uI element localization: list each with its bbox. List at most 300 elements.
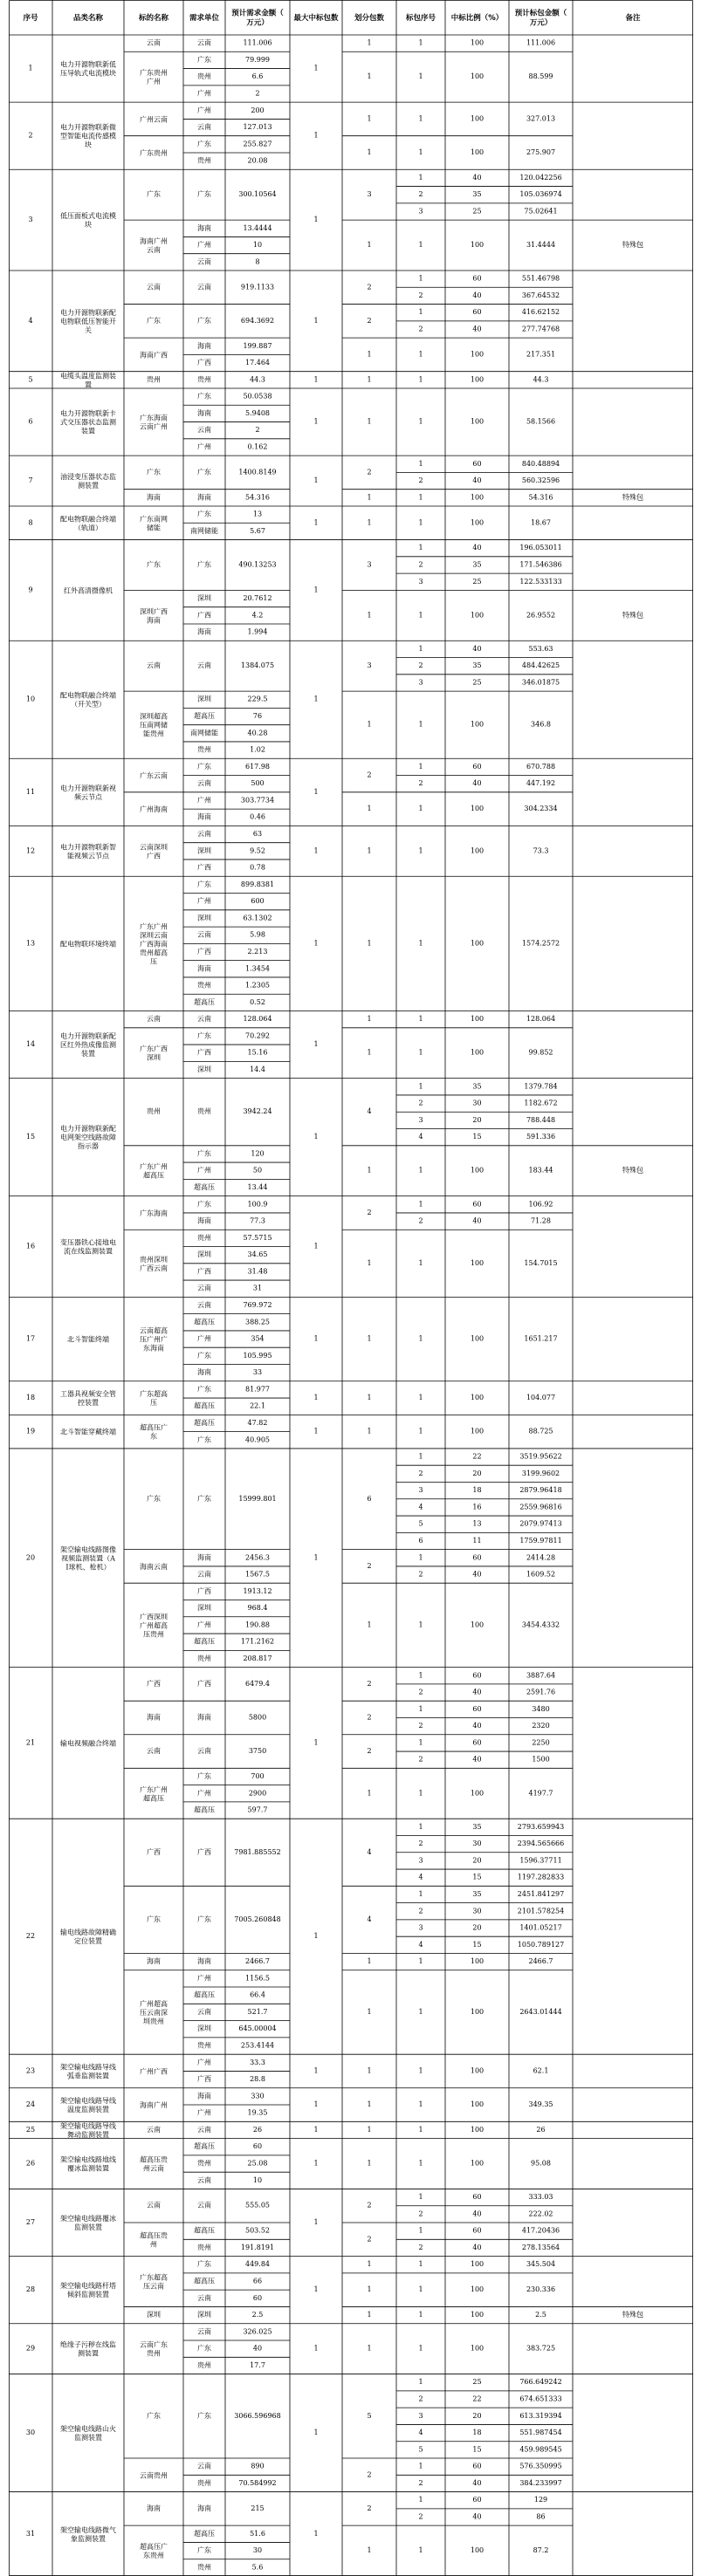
bid-target: 海南广州 xyxy=(140,2101,168,2110)
estimated-demand: 31.48 xyxy=(247,1267,268,1276)
demand-unit: 云南 xyxy=(197,779,211,788)
demand-unit: 超高压 xyxy=(194,1183,215,1192)
award-ratio: 30 xyxy=(472,1099,482,1107)
product-name: 变压器铁心接地电流在线监测装置 xyxy=(60,1238,116,1256)
package-amount: 384.233997 xyxy=(519,2478,562,2487)
estimated-demand: 34.65 xyxy=(247,1250,268,1259)
demand-unit: 超高压 xyxy=(194,1637,215,1646)
package-count: 2 xyxy=(367,1561,372,1570)
demand-unit: 深圳 xyxy=(197,2311,211,2319)
package-no: 3 xyxy=(418,678,423,687)
estimated-demand: 617.98 xyxy=(245,762,270,771)
award-ratio: 100 xyxy=(470,1166,485,1175)
estimated-demand: 253.4144 xyxy=(240,2041,275,2050)
demand-unit: 广西 xyxy=(197,863,211,872)
demand-unit: 广东 xyxy=(197,762,211,771)
item-number: 11 xyxy=(25,787,36,796)
package-no: 1 xyxy=(418,2285,423,2294)
package-no: 2 xyxy=(418,476,423,485)
bid-target: 海南 xyxy=(147,1713,161,1722)
package-amount: 349.35 xyxy=(528,2100,553,2109)
package-no: 1 xyxy=(418,1957,423,1966)
estimated-demand: 600 xyxy=(251,897,265,906)
column-header: 品类名称 xyxy=(72,14,104,23)
package-no: 3 xyxy=(418,1856,423,1865)
max-award: 1 xyxy=(313,417,319,426)
package-amount: 788.448 xyxy=(526,1115,556,1124)
estimated-demand: 330 xyxy=(251,2092,265,2100)
item-number: 13 xyxy=(25,939,36,948)
demand-unit: 海南 xyxy=(197,1368,211,1377)
package-no: 2 xyxy=(418,190,423,199)
package-amount: 171.546386 xyxy=(519,560,562,569)
award-ratio: 40 xyxy=(472,779,482,788)
package-no: 5 xyxy=(418,2445,423,2454)
demand-unit: 广州 xyxy=(197,106,211,114)
estimated-demand: 76 xyxy=(252,712,263,721)
demand-unit: 广州 xyxy=(197,1620,211,1629)
item-number: 10 xyxy=(25,695,36,703)
package-count: 2 xyxy=(367,2201,372,2209)
demand-unit: 广东 xyxy=(197,1200,211,1209)
award-ratio: 35 xyxy=(472,661,482,670)
estimated-demand: 100.9 xyxy=(247,1200,268,1209)
max-award: 1 xyxy=(313,1427,319,1435)
remark: 特殊包 xyxy=(622,493,643,502)
package-no: 1 xyxy=(418,1082,423,1091)
package-no: 1 xyxy=(418,2344,423,2353)
bid-target: 云南超高压广州广东海南 xyxy=(140,1326,168,1353)
package-count: 4 xyxy=(367,1107,372,1116)
demand-unit: 广西 xyxy=(197,2075,211,2084)
bid-target: 广州海南 xyxy=(140,805,168,814)
package-count: 1 xyxy=(367,1258,372,1267)
estimated-demand: 70.292 xyxy=(245,1031,270,1040)
bid-target: 广东贵州 xyxy=(140,148,168,157)
award-ratio: 30 xyxy=(472,1840,482,1848)
award-ratio: 100 xyxy=(470,147,485,156)
award-ratio: 40 xyxy=(472,2478,482,2487)
bid-target: 广东 xyxy=(147,190,161,199)
estimated-demand: 31 xyxy=(252,1284,263,1292)
demand-unit: 云南 xyxy=(197,283,211,291)
award-ratio: 40 xyxy=(472,291,482,299)
package-amount: 3199.9602 xyxy=(521,1469,560,1477)
demand-unit: 广东 xyxy=(197,316,211,325)
column-header: 预计标包金额（万元） xyxy=(514,9,567,28)
demand-unit: 广西 xyxy=(197,1847,211,1856)
max-award: 1 xyxy=(313,846,319,855)
award-ratio: 35 xyxy=(472,190,482,199)
demand-unit: 深圳 xyxy=(197,594,211,603)
estimated-demand: 120 xyxy=(251,1149,265,1158)
package-count: 1 xyxy=(367,375,372,384)
award-ratio: 11 xyxy=(472,1536,482,1545)
award-ratio: 25 xyxy=(472,678,482,687)
max-award: 1 xyxy=(313,1242,319,1250)
package-count: 1 xyxy=(367,939,372,948)
package-amount: 2591.76 xyxy=(526,1688,556,1696)
demand-unit: 广东 xyxy=(197,560,211,569)
item-number: 6 xyxy=(28,417,33,426)
demand-unit: 广西 xyxy=(197,611,211,620)
package-no: 1 xyxy=(418,805,423,813)
package-no: 1 xyxy=(418,2125,423,2134)
package-amount: 128.064 xyxy=(526,1015,556,1024)
package-amount: 613.319394 xyxy=(519,2411,562,2420)
award-ratio: 100 xyxy=(470,114,485,123)
product-name: 北斗智能穿戴终端 xyxy=(60,1428,116,1436)
product-name: 配电物联融合终端（轨道） xyxy=(60,515,116,532)
award-ratio: 13 xyxy=(472,1519,482,1528)
demand-unit: 广州 xyxy=(197,796,211,805)
product-name: 电力开源物联新低压导轨式电流模块 xyxy=(60,60,116,78)
package-amount: 840.48894 xyxy=(521,459,560,468)
estimated-demand: 1384.075 xyxy=(240,661,275,670)
package-no: 3 xyxy=(418,207,423,216)
award-ratio: 100 xyxy=(470,1015,485,1024)
estimated-demand: 303.7734 xyxy=(240,796,275,805)
estimated-demand: 1.2305 xyxy=(245,981,270,990)
bid-target: 贵州深圳广西云南 xyxy=(140,1255,168,1272)
estimated-demand: 919.1133 xyxy=(240,283,275,291)
package-no: 4 xyxy=(418,1133,423,1141)
estimated-demand: 0.46 xyxy=(250,812,265,821)
estimated-demand: 769.972 xyxy=(243,1301,272,1309)
demand-unit: 深圳 xyxy=(197,1604,211,1613)
package-no: 1 xyxy=(418,762,423,771)
demand-unit: 海南 xyxy=(197,223,211,232)
award-ratio: 60 xyxy=(472,1704,482,1713)
estimated-demand: 25.08 xyxy=(247,2159,268,2168)
estimated-demand: 1567.5 xyxy=(245,1570,270,1579)
bid-target: 广东 xyxy=(147,1915,161,1923)
award-ratio: 25 xyxy=(472,577,482,586)
estimated-demand: 57.5715 xyxy=(243,1233,272,1242)
bid-target: 海南 xyxy=(147,493,161,502)
product-name: 架空输电线路地线覆冰监测装置 xyxy=(60,2155,116,2173)
package-count: 1 xyxy=(367,1334,372,1343)
package-amount: 222.02 xyxy=(528,2209,553,2218)
package-amount: 105.036974 xyxy=(519,190,562,199)
estimated-demand: 6479.4 xyxy=(245,1679,270,1688)
package-no: 2 xyxy=(418,1688,423,1696)
estimated-demand: 63.1302 xyxy=(243,914,272,922)
award-ratio: 100 xyxy=(470,1048,485,1057)
column-header: 标的名称 xyxy=(138,14,169,23)
estimated-demand: 13.4444 xyxy=(243,223,272,232)
package-amount: 1596.37711 xyxy=(519,1856,562,1865)
bid-target: 超高压广东 xyxy=(140,1423,168,1441)
product-name: 电缆头温度监测装置 xyxy=(60,372,116,389)
package-amount: 88.599 xyxy=(528,72,553,81)
bid-target: 海南广州云南 xyxy=(140,237,168,255)
bid-target: 广西深圳广州超高压贵州 xyxy=(140,1613,168,1639)
estimated-demand: 215 xyxy=(251,2504,265,2512)
package-count: 2 xyxy=(367,468,372,476)
package-amount: 346.01875 xyxy=(521,678,560,687)
bid-target: 广东 xyxy=(147,560,161,569)
demand-unit: 广东 xyxy=(197,190,211,199)
estimated-demand: 66.4 xyxy=(250,1990,265,1999)
demand-unit: 南网储能 xyxy=(190,526,218,535)
package-amount: 591.336 xyxy=(526,1133,556,1141)
package-amount: 129 xyxy=(533,2496,548,2504)
product-name: 电力开源物联新卡式交压器状态监测装置 xyxy=(60,409,116,435)
bid-target: 贵州 xyxy=(147,375,161,384)
package-no: 1 xyxy=(418,2462,423,2470)
package-no: 6 xyxy=(418,1536,423,1545)
estimated-demand: 521.7 xyxy=(247,2007,268,2016)
package-amount: 551.46798 xyxy=(521,274,560,283)
demand-unit: 贵州 xyxy=(197,2478,211,2487)
item-number: 3 xyxy=(28,216,33,224)
package-count: 1 xyxy=(367,2344,372,2353)
max-award: 1 xyxy=(313,2100,319,2109)
estimated-demand: 70.584992 xyxy=(238,2478,277,2487)
award-ratio: 100 xyxy=(470,2066,485,2075)
item-number: 2 xyxy=(28,131,33,140)
package-amount: 31.4444 xyxy=(526,241,556,250)
max-award: 1 xyxy=(313,1932,319,1941)
estimated-demand: 0.162 xyxy=(247,442,268,451)
demand-unit: 广州 xyxy=(197,89,211,98)
package-amount: 1401.05217 xyxy=(519,1923,562,1932)
package-amount: 2250 xyxy=(532,1738,550,1747)
bid-target: 广东超高压 xyxy=(140,1390,168,1408)
award-ratio: 100 xyxy=(470,2007,485,2016)
estimated-demand: 1.02 xyxy=(250,745,265,754)
package-amount: 674.651333 xyxy=(519,2394,562,2403)
estimated-demand: 200 xyxy=(251,106,265,114)
column-header: 序号 xyxy=(23,14,38,23)
package-count: 2 xyxy=(367,771,372,779)
package-no: 1 xyxy=(418,1334,423,1343)
demand-unit: 广西 xyxy=(197,359,211,367)
package-count: 2 xyxy=(367,1713,372,1722)
package-amount: 73.3 xyxy=(533,846,549,855)
package-no: 4 xyxy=(418,2429,423,2437)
estimated-demand: 490.13253 xyxy=(238,560,277,569)
demand-unit: 超高压 xyxy=(194,2529,215,2538)
package-amount: 670.788 xyxy=(526,762,556,771)
bid-target: 超高压贵州云南 xyxy=(140,2155,168,2173)
package-count: 1 xyxy=(367,1957,372,1966)
demand-unit: 广州 xyxy=(197,241,211,250)
award-ratio: 100 xyxy=(470,2344,485,2353)
estimated-demand: 326.025 xyxy=(243,2327,272,2336)
package-count: 1 xyxy=(367,2066,372,2075)
package-no: 3 xyxy=(418,2411,423,2420)
package-amount: 1609.52 xyxy=(526,1570,556,1579)
column-header: 标包序号 xyxy=(405,14,436,23)
product-name: 架空输电线路山火监测装置 xyxy=(60,2425,116,2442)
estimated-demand: 229.5 xyxy=(247,695,268,703)
demand-unit: 贵州 xyxy=(197,2041,211,2050)
package-amount: 2079.97413 xyxy=(519,1519,562,1528)
package-amount: 88.725 xyxy=(528,1427,553,1435)
demand-unit: 广东 xyxy=(197,1385,211,1394)
package-amount: 44.3 xyxy=(533,375,549,384)
demand-unit: 云南 xyxy=(197,661,211,670)
demand-unit: 云南 xyxy=(197,2201,211,2209)
demand-unit: 云南 xyxy=(197,2125,211,2134)
demand-unit: 海南 xyxy=(197,493,211,502)
demand-unit: 云南 xyxy=(197,1570,211,1579)
demand-unit: 云南 xyxy=(197,1015,211,1024)
demand-unit: 贵州 xyxy=(197,72,211,81)
award-ratio: 35 xyxy=(472,1822,482,1831)
bid-target: 深圳广西海南 xyxy=(140,607,168,625)
estimated-demand: 968.4 xyxy=(247,1604,268,1613)
demand-unit: 广东 xyxy=(197,1494,211,1503)
package-no: 1 xyxy=(418,1671,423,1680)
package-no: 1 xyxy=(418,1258,423,1267)
package-no: 1 xyxy=(418,2066,423,2075)
package-count: 3 xyxy=(367,661,372,670)
package-no: 1 xyxy=(418,544,423,552)
award-ratio: 20 xyxy=(472,1856,482,1865)
package-count: 2 xyxy=(367,2504,372,2512)
estimated-demand: 555.05 xyxy=(245,2201,270,2209)
package-no: 2 xyxy=(418,1755,423,1764)
package-count: 1 xyxy=(367,114,372,123)
demand-unit: 超高压 xyxy=(194,712,215,721)
package-amount: 447.192 xyxy=(526,779,556,788)
estimated-demand: 63 xyxy=(252,830,263,839)
estimated-demand: 645.00004 xyxy=(238,2024,277,2033)
bid-target: 广州广西 xyxy=(140,2067,168,2076)
demand-unit: 广州 xyxy=(197,897,211,906)
demand-unit: 广西 xyxy=(197,1679,211,1688)
estimated-demand: 17.464 xyxy=(245,359,270,367)
demand-unit: 超高压 xyxy=(194,1418,215,1427)
demand-unit: 海南 xyxy=(197,1216,211,1225)
max-award: 1 xyxy=(313,2066,319,2075)
product-name: 绝缘子污秽在线监测装置 xyxy=(60,2340,116,2358)
demand-unit: 深圳 xyxy=(197,846,211,855)
product-name: 电力开源物联新视频云节点 xyxy=(60,784,116,801)
column-header: 预计需求金额（万元） xyxy=(231,9,284,28)
package-amount: 230.336 xyxy=(526,2285,556,2294)
award-ratio: 40 xyxy=(472,476,482,485)
package-amount: 367.64532 xyxy=(521,291,560,299)
award-ratio: 40 xyxy=(472,1722,482,1730)
estimated-demand: 47.82 xyxy=(247,1418,268,1427)
estimated-demand: 40.28 xyxy=(247,729,268,737)
package-amount: 304.2334 xyxy=(524,805,558,813)
estimated-demand: 300.10564 xyxy=(238,190,277,199)
award-ratio: 35 xyxy=(472,560,482,569)
demand-unit: 海南 xyxy=(197,627,211,636)
demand-unit: 贵州 xyxy=(197,2243,211,2251)
bid-target: 广东 xyxy=(147,2411,161,2420)
package-count: 2 xyxy=(367,2470,372,2479)
demand-unit: 广州 xyxy=(197,1789,211,1798)
package-no: 2 xyxy=(418,2209,423,2218)
package-amount: 95.08 xyxy=(531,2159,551,2168)
package-amount: 459.989545 xyxy=(519,2445,562,2454)
max-award: 1 xyxy=(313,2344,319,2353)
package-amount: 4197.7 xyxy=(528,1789,553,1798)
package-amount: 120.042256 xyxy=(519,173,562,182)
package-no: 1 xyxy=(418,1738,423,1747)
demand-unit: 贵州 xyxy=(197,156,211,165)
award-ratio: 60 xyxy=(472,1200,482,1209)
max-award: 1 xyxy=(313,695,319,703)
package-amount: 104.077 xyxy=(526,1394,556,1402)
award-ratio: 22 xyxy=(472,2394,482,2403)
demand-unit: 广州 xyxy=(197,442,211,451)
estimated-demand: 15999.801 xyxy=(238,1494,277,1503)
package-count: 1 xyxy=(367,805,372,813)
estimated-demand: 26 xyxy=(252,2125,263,2134)
column-header: 最大中标包数 xyxy=(293,14,339,23)
estimated-demand: 60 xyxy=(252,2142,263,2151)
award-ratio: 60 xyxy=(472,2193,482,2202)
estimated-demand: 50.0538 xyxy=(243,392,272,401)
package-count: 1 xyxy=(367,147,372,156)
bid-target: 海南 xyxy=(147,2504,161,2512)
package-amount: 1182.672 xyxy=(524,1099,558,1107)
estimated-demand: 77.3 xyxy=(250,1216,265,1225)
max-award: 1 xyxy=(313,1738,319,1747)
estimated-demand: 13.44 xyxy=(247,1183,268,1192)
package-no: 2 xyxy=(418,2478,423,2487)
estimated-demand: 40.905 xyxy=(245,1435,270,1444)
package-no: 1 xyxy=(418,2546,423,2555)
product-name: 输电线路故障精确定位装置 xyxy=(60,1929,116,1946)
max-award: 1 xyxy=(313,1334,319,1343)
estimated-demand: 2.213 xyxy=(247,948,268,956)
estimated-demand: 190.88 xyxy=(245,1620,270,1629)
package-count: 1 xyxy=(367,846,372,855)
estimated-demand: 354 xyxy=(251,1334,265,1343)
max-award: 1 xyxy=(313,1040,319,1049)
package-count: 2 xyxy=(367,283,372,291)
table-grid xyxy=(9,0,693,2576)
package-amount: 2466.7 xyxy=(528,1957,553,1966)
award-ratio: 15 xyxy=(472,1133,482,1141)
demand-unit: 广州 xyxy=(197,1334,211,1343)
item-number: 25 xyxy=(25,2125,36,2134)
demand-unit: 深圳 xyxy=(197,1250,211,1259)
package-count: 3 xyxy=(367,190,372,199)
package-no: 2 xyxy=(418,1469,423,1477)
award-ratio: 40 xyxy=(472,173,482,182)
package-no: 1 xyxy=(418,375,423,384)
demand-unit: 南网储能 xyxy=(190,729,218,737)
max-award: 1 xyxy=(313,2429,319,2437)
item-number: 23 xyxy=(25,2066,36,2075)
demand-unit: 广东 xyxy=(197,468,211,476)
award-ratio: 40 xyxy=(472,644,482,653)
package-no: 1 xyxy=(418,274,423,283)
column-header: 中标比例（%） xyxy=(450,14,504,23)
item-number: 26 xyxy=(25,2159,36,2168)
bid-target: 云南 xyxy=(147,2201,161,2209)
estimated-demand: 28.8 xyxy=(250,2075,265,2084)
estimated-demand: 694.3692 xyxy=(240,316,275,325)
package-no: 1 xyxy=(418,459,423,468)
bid-target: 超高压贵州 xyxy=(140,2231,168,2249)
bid-target: 广西 xyxy=(147,1679,161,1688)
award-ratio: 100 xyxy=(470,1334,485,1343)
package-no: 1 xyxy=(418,493,423,502)
demand-unit: 广东 xyxy=(197,1031,211,1040)
estimated-demand: 50 xyxy=(252,1166,263,1175)
item-number: 18 xyxy=(25,1394,36,1402)
